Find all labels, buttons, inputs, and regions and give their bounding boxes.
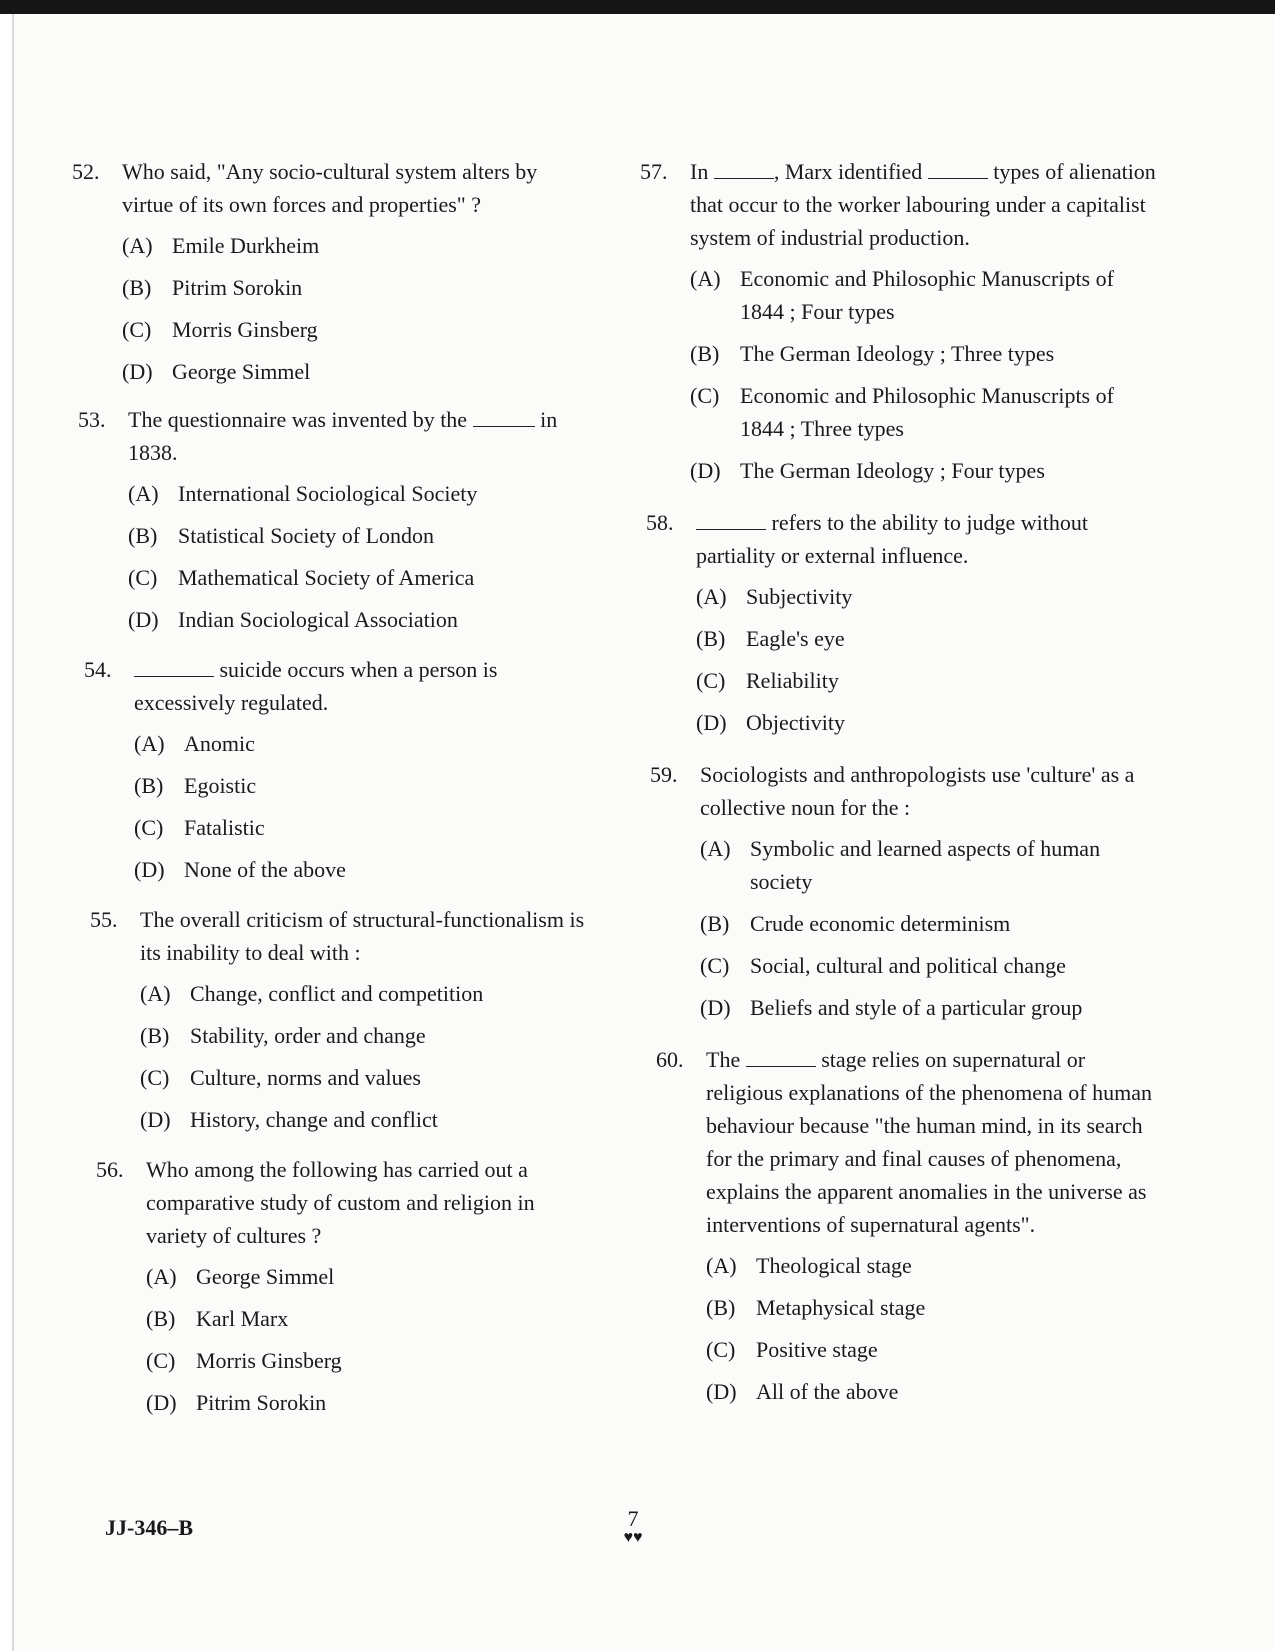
question-54 [72,653,592,895]
option-a [146,1260,592,1293]
option-text: Objectivity [746,710,845,735]
option-text: Egoistic [184,773,257,798]
option-d [122,355,592,388]
option-text: Pitrim Sorokin [196,1390,327,1415]
option-b [700,907,1160,940]
option-letter: (A) [706,1253,737,1278]
option-letter: (D) [134,857,165,882]
option-text: Change, conflict and competition [190,981,484,1006]
question-stem: Who said, "Any socio-cultural system alters by virtue of its own forces and properties" ? [122,159,538,217]
stem-text-before: The questionnaire was invented by the [128,407,473,432]
page-number: 7 [627,1506,639,1531]
option-letter: (B) [700,911,730,936]
option-text: Culture, norms and values [190,1065,421,1090]
option-text: Subjectivity [746,584,853,609]
option-text: Statistical Society of London [178,523,435,548]
question-52 [72,155,592,397]
stem-text-before: The [706,1047,746,1072]
option-a [128,477,592,510]
right-column [640,155,1160,1417]
option-b [706,1291,1160,1324]
option-letter: (D) [696,710,727,735]
option-text: History, change and conflict [190,1107,438,1132]
question-number: 58. [646,510,674,535]
option-letter: (C) [700,953,730,978]
option-letter: (A) [128,481,159,506]
option-text: Stability, order and change [190,1023,426,1048]
option-letter: (C) [146,1348,176,1373]
option-letter: (D) [140,1107,171,1132]
fill-blank [473,408,535,427]
fill-blank [714,160,774,179]
option-c [700,949,1160,982]
question-number: 59. [650,762,678,787]
stem-text-after: stage relies on supernatural or religious explanations of the phenomena of human behaviour because "the human mind, in its search for the primary and final causes of phenomena, explains the apparent anomalies in the universe as interventions of supernatural agents". [706,1047,1152,1237]
option-d [690,454,1160,487]
question-number: 56. [96,1157,124,1182]
fill-blank [696,511,766,530]
option-letter: (B) [128,523,158,548]
option-letter: (A) [134,731,165,756]
option-b [146,1302,592,1335]
question-58 [640,506,1160,748]
question-stem [696,506,1160,572]
question-60 [640,1043,1160,1417]
option-letter: (C) [128,565,158,590]
option-text: Economic and Philosophic Manuscripts of 1844 ; Three types [740,383,1114,441]
option-text: George Simmel [172,359,311,384]
option-text: Theological stage [756,1253,912,1278]
option-text: Indian Sociological Association [178,607,458,632]
question-stem: The overall criticism of structural-functionalism is its inability to deal with : [140,907,585,965]
question-stem [690,155,1160,254]
fill-blank [928,160,988,179]
option-text: Positive stage [756,1337,878,1362]
option-c [140,1061,592,1094]
option-b [134,769,592,802]
option-b [696,622,1160,655]
question-55 [72,903,592,1145]
option-a [700,832,1160,898]
option-text: The German Ideology ; Four types [740,458,1045,483]
option-text: All of the above [756,1379,899,1404]
option-text: Metaphysical stage [756,1295,926,1320]
option-text: George Simmel [196,1264,335,1289]
option-a [140,977,592,1010]
stem-text-after: refers to the ability to judge without partiality or external influence. [696,510,1088,568]
option-letter: (B) [146,1306,176,1331]
option-d [140,1103,592,1136]
option-letter: (B) [696,626,726,651]
option-text: Social, cultural and political change [750,953,1066,978]
option-letter: (B) [140,1023,170,1048]
question-number: 54. [84,657,112,682]
option-letter: (C) [690,383,720,408]
option-text: International Sociological Society [178,481,478,506]
question-stem: Sociologists and anthropologists use 'culture' as a collective noun for the : [700,762,1135,820]
option-text: None of the above [184,857,346,882]
option-letter: (A) [122,233,153,258]
option-d [696,706,1160,739]
option-letter: (C) [696,668,726,693]
option-a [690,262,1160,328]
option-c [122,313,592,346]
booklet-code: JJ-346–B [105,1515,193,1540]
option-b [128,519,592,552]
option-text: Fatalistic [184,815,265,840]
option-text: The German Ideology ; Three types [740,341,1055,366]
option-text: Reliability [746,668,839,693]
question-number: 52. [72,159,100,184]
question-stem [706,1043,1160,1241]
option-text: Mathematical Society of America [178,565,475,590]
question-stem [134,653,592,719]
option-text: Morris Ginsberg [172,317,318,342]
option-letter: (C) [122,317,152,342]
option-text: Pitrim Sorokin [172,275,303,300]
option-letter: (D) [146,1390,177,1415]
stem-text-after: types of alienation that occur to the worker labouring under a capitalist system of industrial production. [690,159,1156,250]
stem-text-after: in 1838. [128,407,558,465]
option-a [696,580,1160,613]
stem-text-after: suicide occurs when a person is excessively regulated. [134,657,498,715]
question-59 [640,758,1160,1033]
question-stem [128,403,592,469]
question-56 [72,1153,592,1428]
question-number: 60. [656,1047,684,1072]
option-b [122,271,592,304]
option-letter: (D) [122,359,153,384]
heart-mark-icon: ♥♥ [623,1529,643,1546]
fill-blank [134,658,214,677]
option-text: Emile Durkheim [172,233,320,258]
option-text: Eagle's eye [746,626,845,651]
option-text: Symbolic and learned aspects of human society [750,836,1101,894]
stem-text-before: In [690,159,714,184]
option-letter: (B) [706,1295,736,1320]
option-letter: (A) [696,584,727,609]
question-number: 53. [78,407,106,432]
option-text: Crude economic determinism [750,911,1011,936]
option-letter: (A) [700,836,731,861]
option-text: Karl Marx [196,1306,289,1331]
question-number: 55. [90,907,118,932]
option-text: Economic and Philosophic Manuscripts of 1844 ; Four types [740,266,1114,324]
option-d [706,1375,1160,1408]
option-b [140,1019,592,1052]
option-text: Beliefs and style of a particular group [750,995,1083,1020]
option-c [690,379,1160,445]
option-c [134,811,592,844]
option-letter: (B) [690,341,720,366]
option-a [122,229,592,262]
fill-blank [746,1048,816,1067]
option-letter: (A) [146,1264,177,1289]
option-d [700,991,1160,1024]
option-d [134,853,592,886]
option-letter: (B) [122,275,152,300]
question-57 [640,155,1160,496]
option-a [706,1249,1160,1282]
option-letter: (D) [128,607,159,632]
option-c [696,664,1160,697]
option-letter: (D) [700,995,731,1020]
option-a [134,727,592,760]
option-c [146,1344,592,1377]
option-letter: (B) [134,773,164,798]
option-letter: (C) [134,815,164,840]
option-letter: (D) [690,458,721,483]
question-53 [72,403,592,645]
option-letter: (C) [706,1337,736,1362]
option-letter: (D) [706,1379,737,1404]
option-letter: (A) [140,981,171,1006]
option-d [146,1386,592,1419]
question-number: 57. [640,159,668,184]
left-column [72,155,592,1428]
option-c [706,1333,1160,1366]
option-letter: (A) [690,266,721,291]
question-stem: Who among the following has carried out a comparative study of custom and religion in variety of cultures ? [146,1157,535,1248]
option-c [128,561,592,594]
option-b [690,337,1160,370]
option-text: Anomic [184,731,255,756]
scan-top-edge [0,0,1275,14]
option-letter: (C) [140,1065,170,1090]
stem-text-mid: , Marx identified [773,159,928,184]
option-text: Morris Ginsberg [196,1348,342,1373]
option-d [128,603,592,636]
